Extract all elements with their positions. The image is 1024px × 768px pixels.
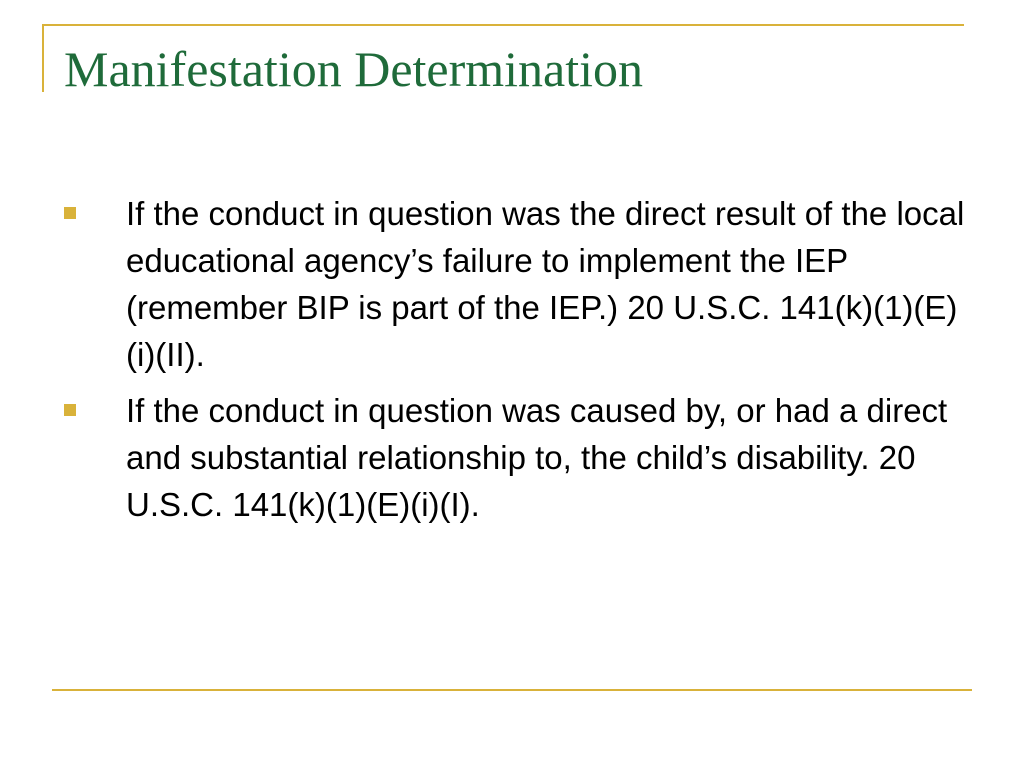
bullet-list [64,190,974,537]
bottom-border-line [52,689,972,691]
slide-title: Manifestation Determination [64,41,644,97]
bullet-item [64,387,974,528]
left-border-line [42,24,44,92]
bullet-item [64,190,974,378]
square-bullet-icon [64,207,76,219]
square-bullet-icon [64,404,76,416]
bullet-text: If the conduct in question was the direct result of the local educational agency’s failure to implement the IEP (remember BIP is part of the IEP.) 20 U.S.C. 141(k)(1)(E)(i)(II). [126,195,965,373]
top-border-line [42,24,964,26]
bullet-text: If the conduct in question was caused by, or had a direct and substantial relationship to, the child’s disability. 20 U.S.C. 141(k)(1)(E)(i)(I). [126,392,948,523]
